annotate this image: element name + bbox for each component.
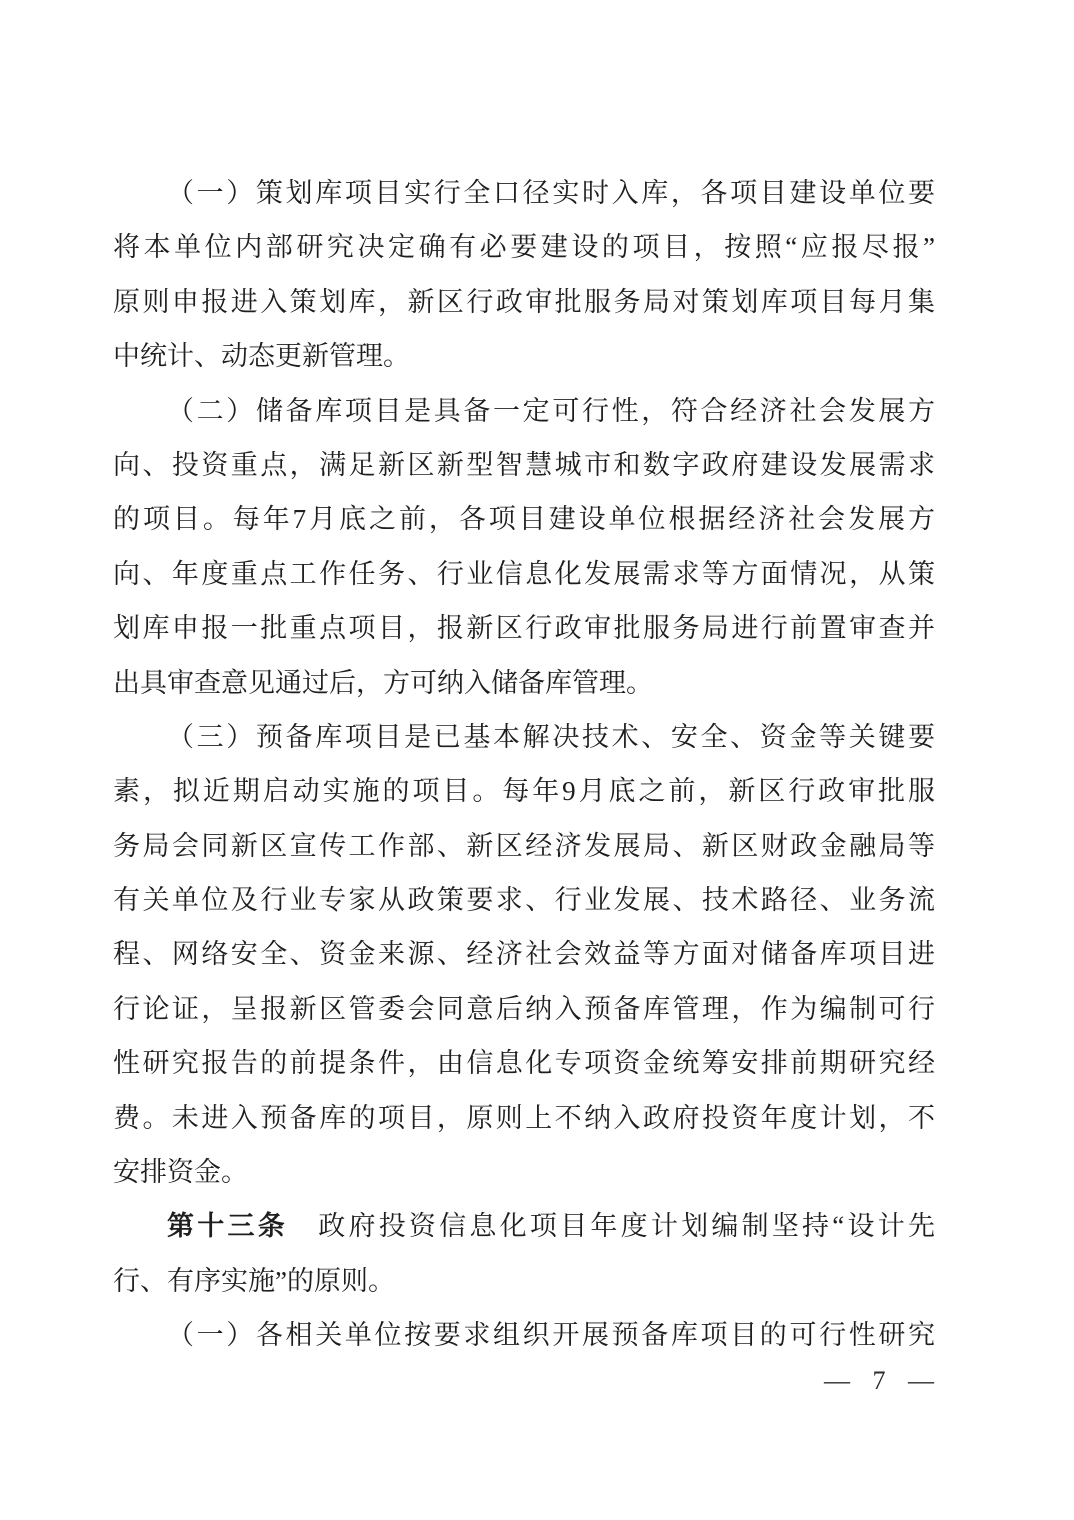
text-run: 费。未进入预备库的项目，原则上不纳入政府投资年度计划，不 [113,1102,935,1133]
text-line [113,220,935,274]
text-line [113,166,935,220]
text-line [113,601,935,655]
text-run: 程、网络安全、资金来源、经济社会效益等方面对储备库项目进 [113,939,935,970]
text-line [113,329,935,383]
text-line [113,982,935,1036]
text-run: （一）各相关单位按要求组织开展预备库项目的可行性研究 [167,1320,935,1351]
text-run: 原则申报进入策划库，新区行政审批服务局对策划库项目每月集 [113,286,935,317]
text-run: 行论证，呈报新区管委会同意后纳入预备库管理，作为编制可行 [113,993,935,1024]
text-line [113,1199,935,1253]
text-run: 安排资金。 [113,1157,248,1188]
text-line [113,1036,935,1090]
page-footer [113,1364,935,1398]
text-run: 性研究报告的前提条件，由信息化专项资金统筹安排前期研究经 [113,1048,935,1079]
text-run: 中统计、动态更新管理。 [113,341,410,372]
text-run: 划库申报一批重点项目，报新区行政审批服务局进行前置审查并 [113,613,935,644]
text-line [113,710,935,764]
text-run: 素，拟近期启动实施的项目。每年9月底之前，新区行政审批服 [113,776,935,807]
text-line [113,1308,935,1362]
paragraph [113,1199,935,1308]
text-line [113,492,935,546]
paragraph [113,710,935,1200]
text-run: 向、投资重点，满足新区新型智慧城市和数字政府建设发展需求 [113,449,935,480]
text-run: 务局会同新区宣传工作部、新区经济发展局、新区财政金融局等 [113,830,935,861]
text-line [113,547,935,601]
text-run: （三）预备库项目是已基本解决技术、安全、资金等关键要 [167,721,935,752]
text-run: （一）策划库项目实行全口径实时入库，各项目建设单位要 [167,178,935,208]
text-run: 向、年度重点工作任务、行业信息化发展需求等方面情况，从策 [113,558,935,589]
text-line [113,656,935,710]
text-run: 的项目。每年7月底之前，各项目建设单位根据经济社会发展方 [113,504,935,535]
text-run: 有关单位及行业专家从政策要求、行业发展、技术路径、业务流 [113,885,935,916]
text-line [113,1091,935,1145]
text-line [113,384,935,438]
text-line [113,438,935,492]
text-line [113,1145,935,1199]
text-run: 行、有序实施”的原则。 [113,1265,395,1296]
text-run: 出具审查意见通过后，方可纳入储备库管理。 [113,667,653,698]
paragraph [113,1308,935,1362]
page-number: — 7 — [824,1366,935,1395]
article-number-bold-text: 第十三条 [167,1211,288,1242]
document-body [113,166,935,1363]
text-line [113,927,935,981]
text-line [113,873,935,927]
paragraph [113,384,935,710]
text-run: （二）储备库项目是具备一定可行性，符合经济社会发展方 [167,395,935,426]
text-run: 政府投资信息化项目年度计划编制坚持“设计先 [287,1211,935,1242]
paragraph [113,166,935,384]
text-run: 将本单位内部研究决定确有必要建设的项目，按照“应报尽报” [113,232,935,263]
text-line [113,1254,935,1308]
text-line [113,764,935,818]
text-line [113,819,935,873]
text-line [113,275,935,329]
